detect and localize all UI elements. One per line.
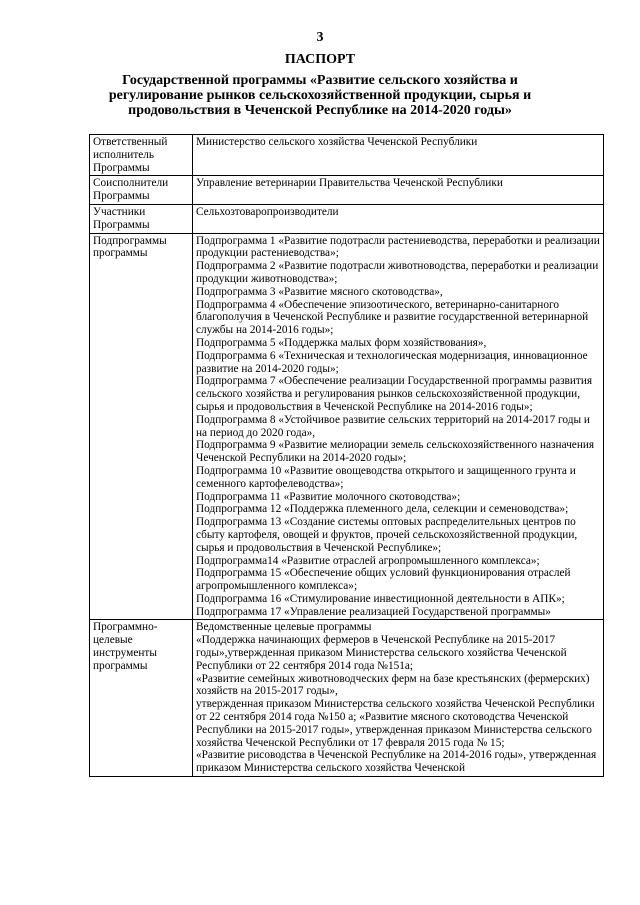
passport-row [90,233,604,620]
value-paragraph: «Развитие семейных животноводческих ферм на базе крестьянских (фермерских) хозяйств на 2015-2017 годы», [196,672,590,698]
row-value [193,135,604,176]
value-paragraph: Подпрограмма 11 «Развитие молочного скотоводства»; [196,490,461,503]
value-paragraph: Подпрограмма 12 «Поддержка племенного дела, селекции и семеноводства»; [196,503,569,516]
value-paragraph: Подпрограмма 4 «Обеспечение эпизоотического, ветеринарно-санитарного благополучия в Чеченской Республике и развитие государственной ветеринарной службы на 2014-2016 годы»; [196,298,589,337]
value-paragraph: Министерство сельского хозяйства Чеченской Республики [196,136,478,148]
row-label: Соисполнители Программы [90,176,193,205]
value-paragraph: Подпрограмма 3 «Развитие мясного скотоводства», [196,285,443,298]
passport-table-body [90,135,604,777]
value-paragraph: Ведомственные целевые программы [196,621,372,634]
passport-row [90,176,604,205]
value-paragraph: Подпрограмма 16 «Стимулирование инвестиционной деятельности в АПК»; [196,592,565,605]
row-value [193,233,604,620]
passport-table [89,134,604,777]
value-paragraph: Управление ветеринарии Правительства Чеченской Республики [196,177,503,190]
row-label: Участники Программы [90,204,193,233]
row-label: Программно-целевые инструменты программы [90,620,193,777]
value-paragraph: Подпрограмма 7 «Обеспечение реализации Государственной программы развития сельского хозяйства и регулирования рынков сельскохозяйственной продукции, сырья и продовольствия в Чеченской Республике на 2014-2016 годы»; [196,375,593,413]
value-paragraph: Подпрограмма 15 «Обеспечение общих условий функционирования отраслей агропромышленного комплекса»; [196,567,571,593]
value-paragraph: Подпрограмма 5 «Поддержка малых форм хозяйствования», [196,336,487,349]
value-paragraph: Подпрограмма14 «Развитие отраслей агропромышленного комплекса»; [196,554,540,567]
value-paragraph: Подпрограмма 9 «Развитие мелиорации земель сельскохозяйственного назначения Чеченской Республики на 2014-2020 годы»; [196,439,595,465]
document-subtitle: Государственной программы «Развитие сельского хозяйства и регулирование рынков сельскохозяйственной продукции, сырья и продовольствия в Чеченской Республике на 2014-2020 годы» [108,73,532,118]
value-paragraph: Подпрограмма 10 «Развитие овощеводства открытого и защищенного грунта и семенного картофелеводства»; [196,464,576,490]
page-number: 3 [316,30,324,45]
passport-row [90,135,604,176]
value-paragraph: «Развитие рисоводства в Чеченской Республике на 2014-2016 годы», утвержденная приказом Министерства сельского хозяйства Чеченской [196,749,597,775]
row-value [193,204,604,233]
value-paragraph: Подпрограмма 13 «Создание системы оптовых распределительных центров по сбыту картофеля, овощей и фруктов, прочей сельскохозяйственной продукции, сырья и продовольствия в Чеченской Республике»; [196,516,578,554]
row-label: Ответственный исполнитель Программы [90,135,193,176]
row-value [193,620,604,777]
row-label: Подпрограммы программы [90,233,193,620]
value-paragraph: Подпрограмма 6 «Техническая и технологическая модернизация, инновационное развитие на 2014-2020 годы»; [196,349,588,375]
value-paragraph: утвержденная приказом Министерства сельского хозяйства Чеченской Республики от 22 сентября 2014 года №150 а; «Развитие мясного скотоводства Чеченской Республики на 2015-2017 годы», утвержденная приказом Министерства сельского хозяйства Чеченской Республики от 17 февраля 2015 года № 15; [196,698,595,749]
value-paragraph: Подпрограмма 17 «Управление реализацией Государственой программы» [196,605,551,618]
passport-row [90,204,604,233]
row-value [193,176,604,205]
value-paragraph: Сельхозтоваропроизводители [196,205,339,218]
document-title: ПАСПОРТ [284,52,356,67]
value-paragraph: Подпрограмма 2 «Развитие подотрасли животноводства, переработки и реализации продукции животноводства»; [196,260,599,285]
passport-row [90,620,604,777]
value-paragraph: Подпрограмма 8 «Устойчивое развитие сельских территорий на 2014-2017 годы и на период до 2020 года», [196,413,590,439]
value-paragraph: Подпрограмма 1 «Развитие подотрасли растениеводства, переработки и реализации продукции растениеводства»; [196,234,600,260]
value-paragraph: «Поддержка начинающих фермеров в Чеченской Республике на 2015-2017 годы»,утвержденная приказом Министерства сельского хозяйства Чеченской Республики от 22 сентября 2014 года №151а; [196,634,567,672]
